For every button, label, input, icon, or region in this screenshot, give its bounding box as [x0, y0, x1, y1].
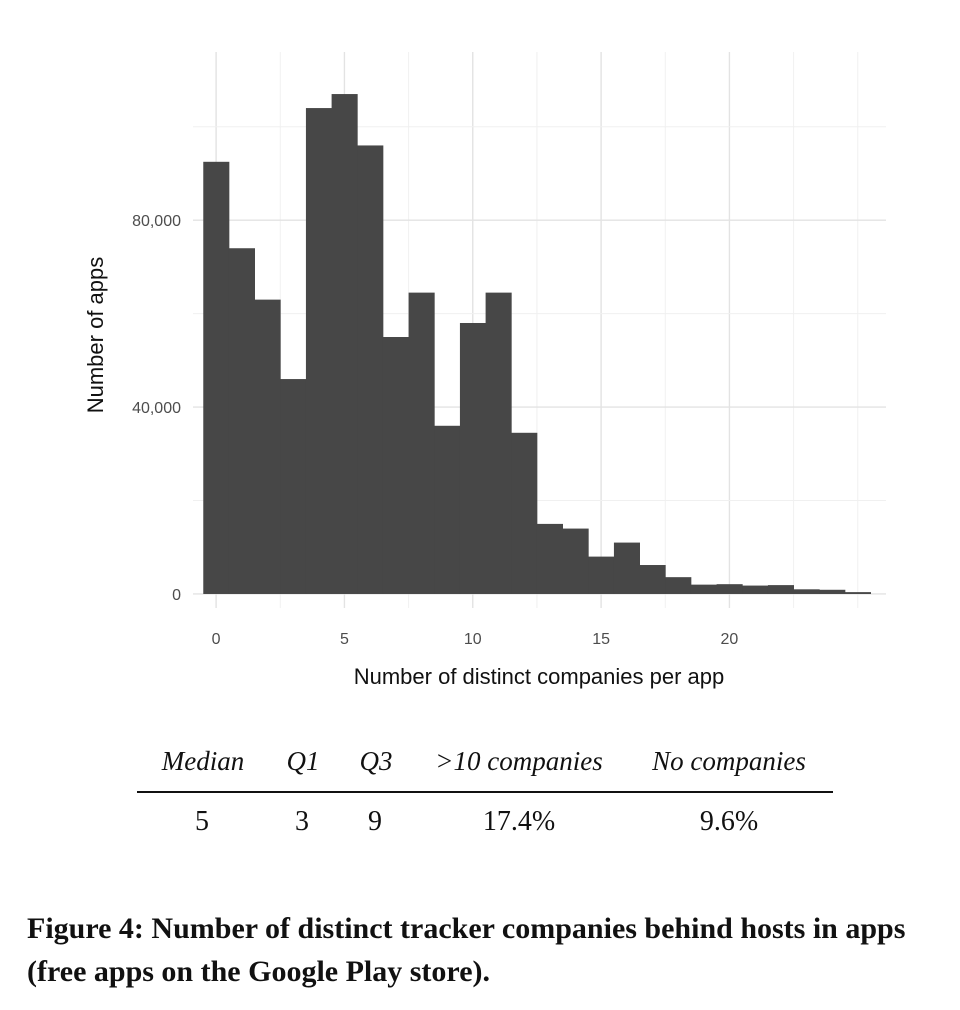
- x-tick-label: 10: [463, 631, 482, 648]
- x-tick-label: 0: [211, 631, 221, 648]
- histogram-bar: [460, 323, 486, 594]
- histogram-bar: [486, 293, 512, 594]
- table-rule: [137, 791, 833, 793]
- histogram-bar: [665, 577, 691, 594]
- histogram-bar: [409, 293, 435, 594]
- histogram-bar: [306, 108, 332, 594]
- y-tick-label: 80,000: [132, 213, 181, 231]
- histogram-bar: [383, 337, 409, 594]
- x-tick-label: 15: [592, 631, 610, 648]
- histogram-bar: [588, 557, 614, 594]
- figure-caption: Figure 4: Number of distinct tracker companies behind hosts in apps (free apps on the Google Play store).: [27, 912, 906, 988]
- x-axis-title: Number of distinct companies per app: [353, 664, 725, 689]
- histogram-bar: [434, 426, 460, 594]
- histogram-bar: [819, 590, 845, 594]
- value-over-10-companies: 17.4%: [482, 806, 556, 837]
- value-q1: 3: [295, 806, 309, 837]
- value-q3: 9: [368, 806, 382, 837]
- histogram-bar: [563, 529, 589, 594]
- histogram-bar: [614, 543, 640, 594]
- histogram-bar: [768, 585, 794, 594]
- y-axis-title: Number of apps: [83, 256, 108, 414]
- header-q3: Q3: [359, 746, 393, 776]
- histogram-bar: [794, 589, 820, 594]
- y-tick-label: 0: [172, 586, 181, 604]
- x-tick-label: 5: [339, 631, 349, 648]
- histogram-bar: [255, 300, 281, 594]
- histogram-bar: [357, 145, 383, 594]
- histogram-bar: [203, 162, 229, 594]
- value-no-companies: 9.6%: [699, 806, 759, 837]
- value-median: 5: [195, 806, 209, 837]
- histogram-bar: [640, 565, 666, 594]
- histogram-bar: [742, 586, 768, 594]
- histogram-bar: [845, 592, 871, 594]
- histogram-bar: [229, 248, 255, 594]
- header-over-10-companies: >10 companies: [435, 746, 603, 776]
- histogram-bar: [280, 379, 306, 594]
- x-tick-label: 20: [720, 631, 739, 648]
- histogram-bar: [332, 94, 358, 594]
- histogram-bar: [717, 584, 743, 594]
- histogram-bar: [691, 585, 717, 594]
- x-axis-ticks: [212, 631, 739, 648]
- header-q1: Q1: [286, 746, 320, 776]
- histogram-bar: [511, 433, 537, 594]
- histogram-bar: [537, 524, 563, 594]
- header-median: Median: [161, 746, 245, 776]
- y-tick-label: 40,000: [132, 400, 181, 418]
- y-axis-ticks: [132, 213, 181, 604]
- header-no-companies: No companies: [652, 746, 806, 776]
